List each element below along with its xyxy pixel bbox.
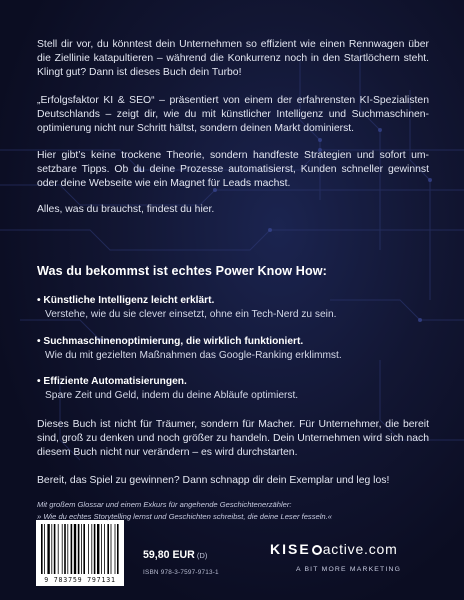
- summary-paragraph: Alles, was du brauchst, findest du hier.: [37, 204, 215, 215]
- benefits-heading: Was du bekommst ist echtes Power Know How:: [37, 264, 327, 278]
- benefit-item-seo: [37, 335, 429, 363]
- benefit-item-ai: [37, 294, 429, 322]
- price-country: (D): [196, 551, 208, 560]
- brand-name-left: KISE: [270, 541, 311, 557]
- benefit-item-automation: [37, 375, 429, 403]
- benefit-title: • Effiziente Automatisierungen.: [37, 376, 187, 387]
- book-description-paragraph: „Erfolgsfaktor KI & SEO“ – präsentiert von einem der erfahrensten KI-Spezialisten Deutschlands – zeigt dir, wie du mit künstlicher Intelligenz und Suchmaschinenoptimierung nicht nur Schritt hältst, sondern deinen Markt dominierst.: [37, 95, 429, 134]
- benefit-description: Wie du mit gezielten Maßnahmen das Google-Ranking erklimmst.: [45, 350, 342, 361]
- publisher-tagline: A BIT MORE MARKETING: [296, 566, 402, 573]
- glossary-note: Mit großem Glossar und einem Exkurs für angehende Geschichtenerzähler:: [37, 500, 292, 509]
- barcode-bars: [40, 524, 120, 574]
- logo-ring-icon: [312, 545, 322, 555]
- benefit-description: Verstehe, wie du sie clever einsetzt, ohne ein Tech-Nerd zu sein.: [45, 309, 337, 320]
- intro-paragraph: Stell dir vor, du könntest dein Unternehmen so effizient wie einen Rennwagen über die Ziellinie katapultieren – während die Konkurrenz noch in den Startlöchern steht. Klingt gut? Dann ist dieses Buch dein Turbo!: [37, 39, 429, 78]
- price: [143, 549, 207, 561]
- barcode-number: 9 783759 797131: [44, 576, 116, 584]
- call-to-makers-paragraph: Dieses Buch ist nicht für Träumer, sondern für Macher. Für Unternehmer, die bereit sind, groß zu denken und noch größer zu handeln. Dein Unternehmen wird sich nach diesem Buch nicht nur verändern – es wird durchstarten.: [37, 419, 429, 458]
- benefit-title: • Künstliche Intelligenz leicht erklärt.: [37, 295, 215, 306]
- benefit-title: • Suchmaschinenoptimierung, die wirklich funktioniert.: [37, 336, 304, 347]
- call-to-action-paragraph: Bereit, das Spiel zu gewinnen? Dann schnapp dir dein Exemplar und leg los!: [37, 475, 390, 486]
- publisher-logo: [270, 541, 398, 557]
- benefit-description: Spare Zeit und Geld, indem du deine Abläufe optimierst.: [45, 390, 299, 401]
- price-value: 59,80 EUR: [143, 549, 195, 561]
- barcode: [36, 520, 124, 586]
- isbn: ISBN 978-3-7597-9713-1: [143, 569, 219, 576]
- strategies-paragraph: Hier gibt’s keine trockene Theorie, sondern handfeste Strategien und sofort umsetzbare Tipps. Ob du deine Prozesse automatisierst, Kunden schneller gewinnst oder deine Webseite wie ein Magnet für Leads machst.: [37, 150, 429, 189]
- storytelling-note: » Wie du echtes Storytelling lernst und Geschichten schreibst, die deine Leser fesseln.«: [37, 512, 332, 521]
- brand-name-right: active.com: [322, 541, 398, 557]
